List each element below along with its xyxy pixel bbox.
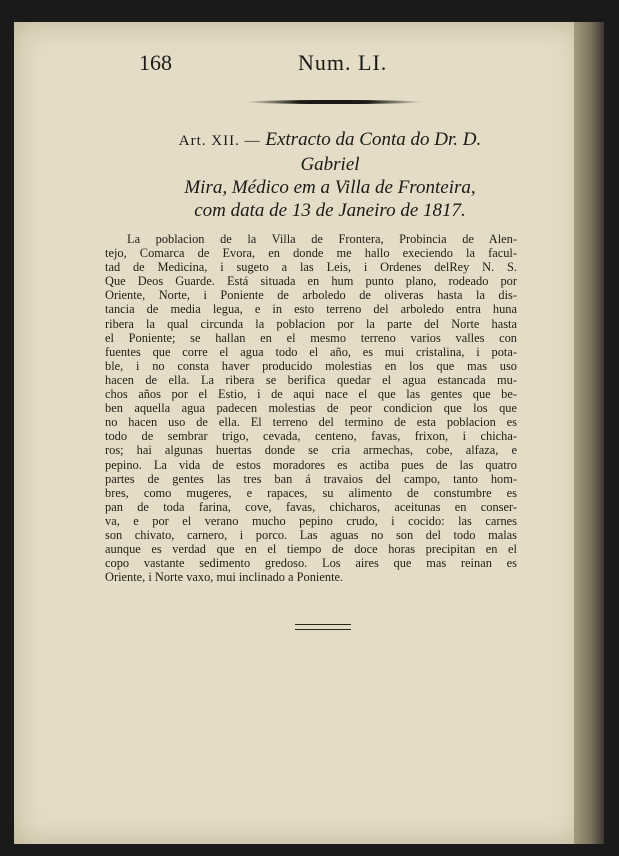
body-line: ros; hai algunas huertas donde se cria armechas, cobe, alfaza, e (105, 443, 517, 458)
article-label: Art. XII. — (178, 133, 261, 149)
body-line: aunque es verdad que en el tiempo de doce horas precipitan en el (105, 542, 517, 557)
article-title-text: Extracto da Conta do Dr. D. Gabriel (265, 129, 482, 175)
body-line: bres, como mugeres, e rapaces, su alimento de constumbre es (105, 485, 517, 500)
page-gutter (574, 22, 604, 844)
page-number: 168 (139, 50, 172, 75)
body-line: hacen de ella. La ribera se berifica quedar el agua estancada mu- (105, 372, 517, 387)
body-line: copo vastante sedimento gredoso. Los aires que mas reinan es (105, 556, 517, 571)
body-line: Oriente, Norte, i Poniente de arboledo de oliveras hasta la dis- (105, 288, 517, 303)
body-line: La poblacion de la Villa de Frontera, Probincia de Alen- (127, 232, 517, 246)
body-line: el Poniente; se hallan en el mesmo terreno varios valles con (105, 330, 517, 345)
body-line: Oriente, i Norte vaxo, mui inclinado a Poniente. (105, 570, 344, 585)
article-title-line: com data de 13 de Janeiro de 1817. (194, 200, 466, 221)
body-line: Que Deos Guarde. Está situada en hum punto plano, rodeado por (105, 274, 517, 289)
body-line: tancia de media legua, e in esto terreno del arboledo entra huna (105, 302, 517, 317)
article-title-line (155, 128, 505, 176)
article-title (155, 128, 505, 222)
body-line: chos años por el Estio, i de aqui nace el que las gentes que be- (105, 387, 517, 402)
body-line: ble, i no consta haver producido molestias en los que mas uso (105, 358, 517, 373)
article-body (105, 232, 517, 584)
article-title-line: Mira, Médico em a Villa de Fronteira, (184, 177, 476, 198)
body-line: pepino. La vida de estos moradores es actiba pues de las quatro (105, 457, 517, 472)
body-line: son chivato, carnero, i porco. Las aguas no son del todo malas (105, 527, 517, 542)
header-rule (246, 100, 422, 104)
end-ornament-rule (295, 624, 351, 630)
body-line: todo de sembrar trigo, cevada, centeno, favas, frixon, i chicha- (105, 429, 517, 444)
body-line: ribera la qual circunda la poblacion por la parte del Norte hasta (105, 316, 517, 331)
body-line: pan de toda farina, cove, favas, chicharos, aceitunas en conser- (105, 499, 517, 514)
body-line: ben aquella agua padecen molestias de peor condicion que los que (105, 401, 517, 416)
body-line: no hacen uso de ella. El terreno del termino de esta poblacion es (105, 415, 517, 430)
running-head: Num. LI. (298, 50, 388, 75)
body-line: partes de gentes las tres ban á travaios del campo, tanto hom- (105, 471, 517, 486)
page-header (0, 50, 619, 80)
body-line: tad de Medicina, i sugeto a las Leis, i Ordenes delRey N. S. (105, 260, 517, 275)
body-line: va, e por el verano mucho pepino crudo, i cocido: las carnes (105, 513, 517, 528)
body-line: tejo, Comarca de Evora, en donde me hallo execiendo la facul- (105, 246, 517, 261)
body-line: fuentes que corre el agua todo el año, es mui cristalina, i pota- (105, 344, 517, 359)
